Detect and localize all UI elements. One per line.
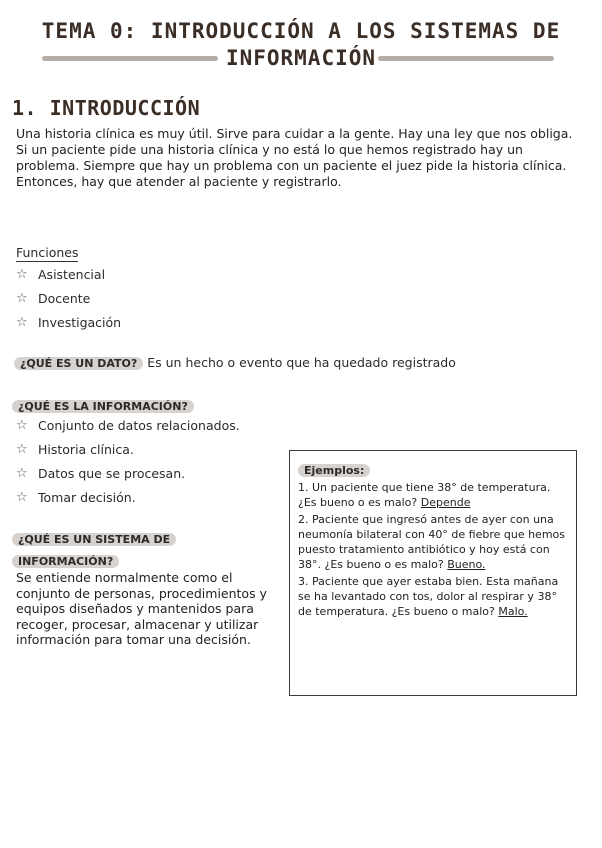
intro-paragraph: Una historia clínica es muy útil. Sirve para cuidar a la gente. Hay una ley que nos obliga. Si un paciente pide una historia clínica y no está lo que hemos registrado hay un problema. Siempre que hay un problema con un paciente el juez pide la historia clínica. Entonces, hay que atender al paciente y registrarlo.: [16, 126, 573, 189]
star-bullet-icon: ☆: [16, 267, 28, 282]
ejemplo-text: 2. Paciente que ingresó antes de ayer con una neumonía bilateral con 40° de fiebre que hemos puesto tratamiento antibiótico y hoy está con 38°. ¿Es bueno o es malo?: [298, 513, 565, 571]
star-bullet-icon: ☆: [16, 466, 28, 481]
star-bullet-icon: ☆: [16, 490, 28, 505]
list-item-text: Datos que se procesan.: [38, 466, 186, 481]
list-item: [16, 287, 121, 311]
ejemplo-item: [298, 480, 568, 510]
sistema-question-line-2: INFORMACIÓN?: [12, 555, 119, 568]
list-item: [16, 414, 240, 438]
list-item-text: Docente: [38, 291, 91, 306]
informacion-list: [16, 414, 240, 510]
ejemplo-text: 1. Un paciente que tiene 38° de temperatura. ¿Es bueno o es malo?: [298, 481, 551, 509]
ejemplo-text: 3. Paciente que ayer estaba bien. Esta mañana se ha levantado con tos, dolor al respirar y 38° de temperatura. ¿Es bueno o malo?: [298, 575, 559, 618]
ejemplo-answer: Bueno.: [447, 558, 486, 571]
title-row-2: [0, 44, 602, 72]
dato-question: ¿QUÉ ES UN DATO?: [14, 357, 143, 370]
title-decor-bar-right: [378, 56, 554, 61]
list-item: [16, 311, 121, 335]
sistema-answer: Se entiende normalmente como el conjunto de personas, procedimientos y equipos diseñados y mantenidos para recoger, procesar, almacenar y utilizar información para tomar una decisión.: [16, 570, 267, 647]
title-decor-bar-left: [42, 56, 218, 61]
section-heading-introduccion: 1. INTRODUCCIÓN: [12, 96, 201, 120]
star-bullet-icon: ☆: [16, 291, 28, 306]
document-title: [0, 18, 602, 72]
list-item: [16, 486, 240, 510]
ejemplos-box: [289, 450, 577, 696]
list-item-text: Historia clínica.: [38, 442, 134, 457]
ejemplo-item: [298, 512, 568, 572]
funciones-label: Funciones: [16, 245, 79, 260]
informacion-question-wrap: [12, 395, 194, 414]
sistema-question-line-1: ¿QUÉ ES UN SISTEMA DE: [12, 533, 176, 546]
sistema-question-wrap: [12, 528, 176, 572]
dato-definition: [14, 355, 456, 370]
funciones-list: [16, 263, 121, 335]
star-bullet-icon: ☆: [16, 315, 28, 330]
star-bullet-icon: ☆: [16, 418, 28, 433]
ejemplo-item: [298, 574, 568, 619]
title-line-2: INFORMACIÓN: [225, 46, 377, 70]
list-item: [16, 263, 121, 287]
list-item-text: Conjunto de datos relacionados.: [38, 418, 240, 433]
list-item-text: Investigación: [38, 315, 122, 330]
ejemplos-title: Ejemplos:: [298, 464, 370, 477]
informacion-question: ¿QUÉ ES LA INFORMACIÓN?: [12, 400, 194, 413]
list-item: [16, 462, 240, 486]
list-item: [16, 438, 240, 462]
ejemplo-answer: Malo.: [498, 605, 528, 618]
list-item-text: Asistencial: [38, 267, 106, 282]
ejemplo-answer: Depende: [420, 496, 471, 509]
title-line-1: TEMA 0: INTRODUCCIÓN A LOS SISTEMAS DE: [41, 19, 561, 43]
list-item-text: Tomar decisión.: [38, 490, 136, 505]
star-bullet-icon: ☆: [16, 442, 28, 457]
dato-answer: Es un hecho o evento que ha quedado registrado: [143, 355, 456, 370]
